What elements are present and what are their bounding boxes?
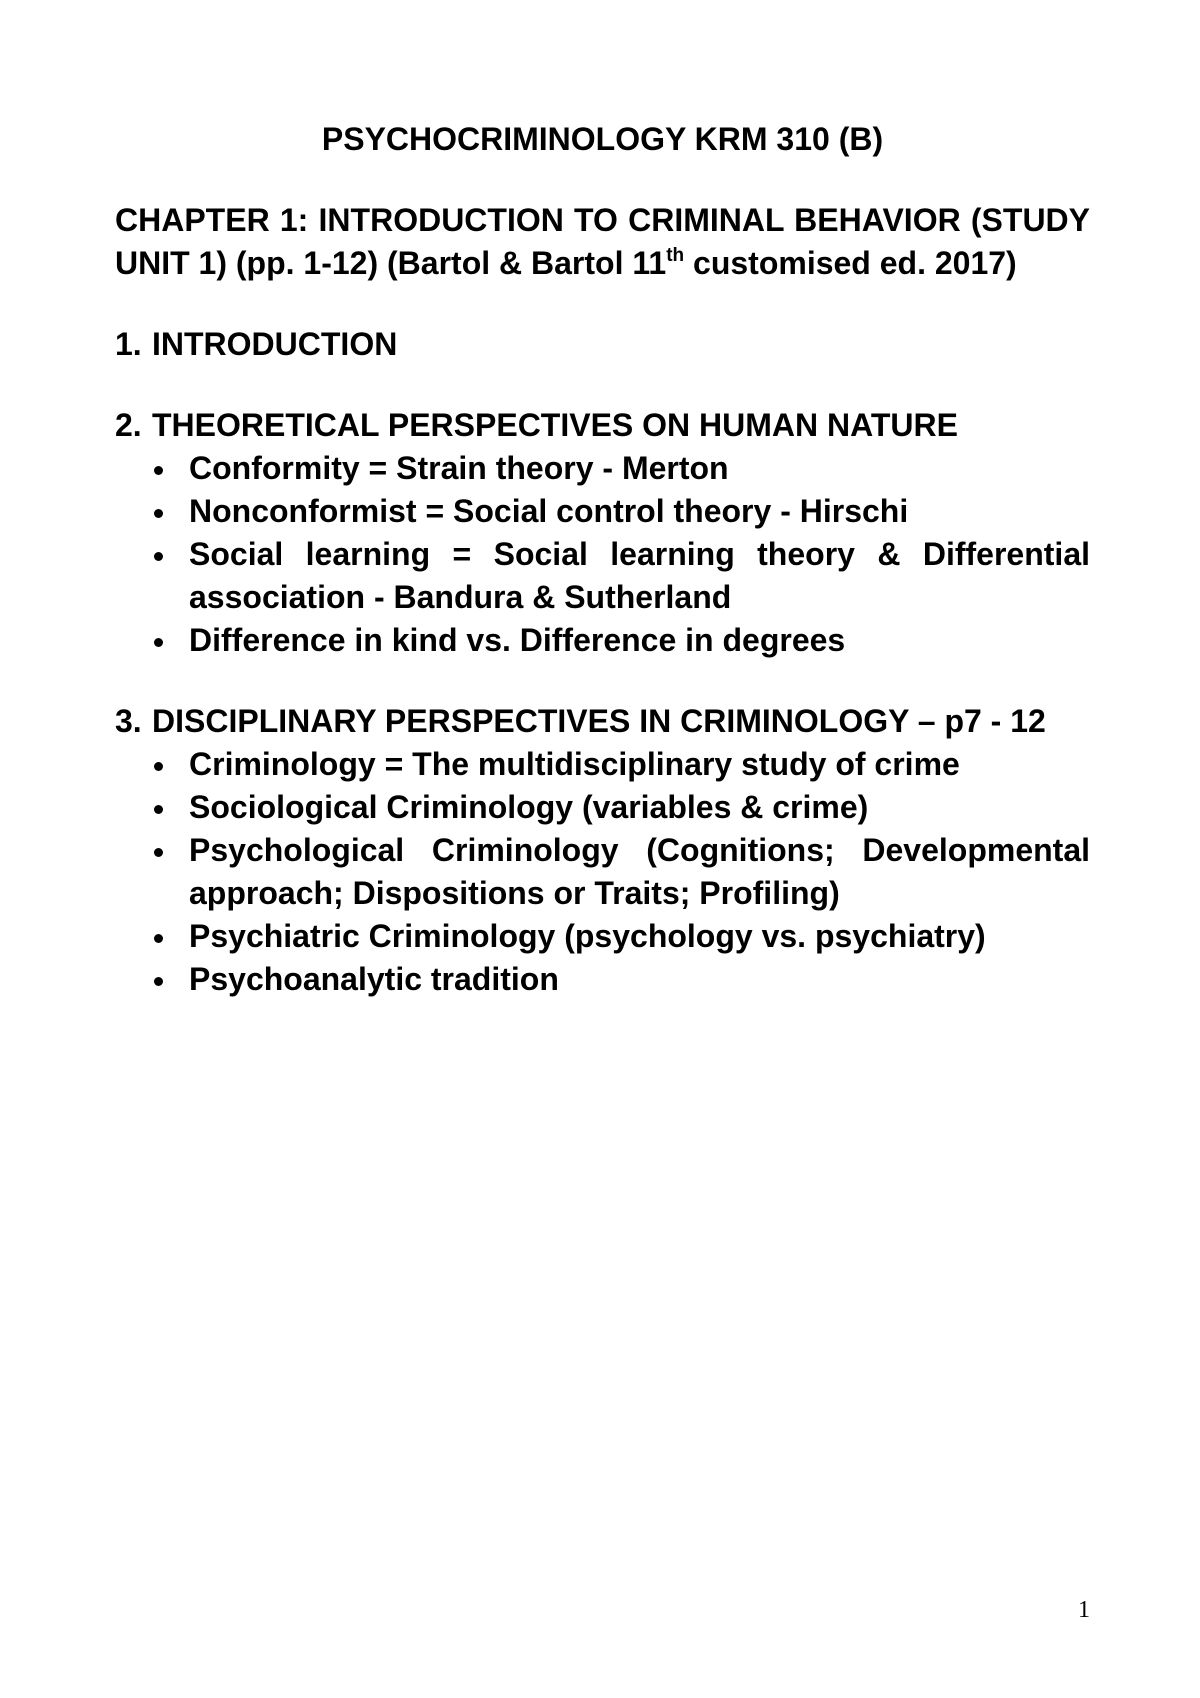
chapter-heading bbox=[115, 199, 1090, 285]
list-item bbox=[152, 786, 1090, 829]
page-number: 1 bbox=[1078, 1597, 1090, 1623]
section-title: DISCIPLINARY PERSPECTIVES IN CRIMINOLOGY – p7 - 12 bbox=[152, 703, 1046, 739]
list-item bbox=[152, 743, 1090, 786]
section-title: INTRODUCTION bbox=[152, 326, 398, 362]
document-body bbox=[115, 118, 1090, 1039]
list-item-text: Psychological Criminology (Cognitions; Developmental approach; Dispositions or Traits; Profiling) bbox=[189, 832, 1090, 911]
list-item bbox=[152, 533, 1090, 619]
chapter-heading-superscript: th bbox=[666, 245, 685, 266]
bullet-icon bbox=[154, 509, 163, 518]
section-heading bbox=[115, 404, 1090, 447]
section-theoretical-perspectives bbox=[115, 404, 1090, 662]
list-item bbox=[152, 915, 1090, 958]
bullet-icon bbox=[154, 638, 163, 647]
section-number: 2. bbox=[115, 407, 142, 443]
section-heading bbox=[115, 323, 1090, 366]
section-title: THEORETICAL PERSPECTIVES ON HUMAN NATURE bbox=[152, 407, 958, 443]
list-item-text: Difference in kind vs. Difference in degrees bbox=[189, 622, 846, 658]
list-item-text: Criminology = The multidisciplinary study of crime bbox=[189, 746, 960, 782]
bullet-icon bbox=[154, 805, 163, 814]
section-disciplinary-perspectives bbox=[115, 700, 1090, 1001]
list-item bbox=[152, 958, 1090, 1001]
list-item-text: Psychoanalytic tradition bbox=[189, 961, 559, 997]
section-heading bbox=[115, 700, 1090, 743]
list-item-text: Sociological Criminology (variables & crime) bbox=[189, 789, 869, 825]
section-number: 3. bbox=[115, 703, 142, 739]
bullet-list bbox=[115, 447, 1090, 662]
section-introduction bbox=[115, 323, 1090, 366]
list-item-text: Social learning = Social learning theory & Differential association - Bandura & Sutherland bbox=[189, 536, 1090, 615]
list-item-text: Nonconformist = Social control theory - Hirschi bbox=[189, 493, 909, 529]
list-item bbox=[152, 490, 1090, 533]
document-title: PSYCHOCRIMINOLOGY KRM 310 (B) bbox=[321, 121, 884, 157]
list-item bbox=[152, 447, 1090, 490]
bullet-icon bbox=[154, 977, 163, 986]
chapter-heading-text: CHAPTER 1: INTRODUCTION TO CRIMINAL BEHAVIOR (STUDY UNIT 1) (pp. 1-12) (Bartol & Bartol 11 bbox=[115, 202, 1090, 281]
bullet-icon bbox=[154, 762, 163, 771]
list-item bbox=[152, 619, 1090, 662]
bullet-list bbox=[115, 743, 1090, 1001]
section-number: 1. bbox=[115, 326, 142, 362]
chapter-heading-text-end: customised ed. 2017) bbox=[684, 245, 1017, 281]
bullet-icon bbox=[154, 552, 163, 561]
list-item bbox=[152, 829, 1090, 915]
bullet-icon bbox=[154, 934, 163, 943]
list-item-text: Conformity = Strain theory - Merton bbox=[189, 450, 729, 486]
bullet-icon bbox=[154, 466, 163, 475]
bullet-icon bbox=[154, 848, 163, 857]
list-item-text: Psychiatric Criminology (psychology vs. psychiatry) bbox=[189, 918, 986, 954]
